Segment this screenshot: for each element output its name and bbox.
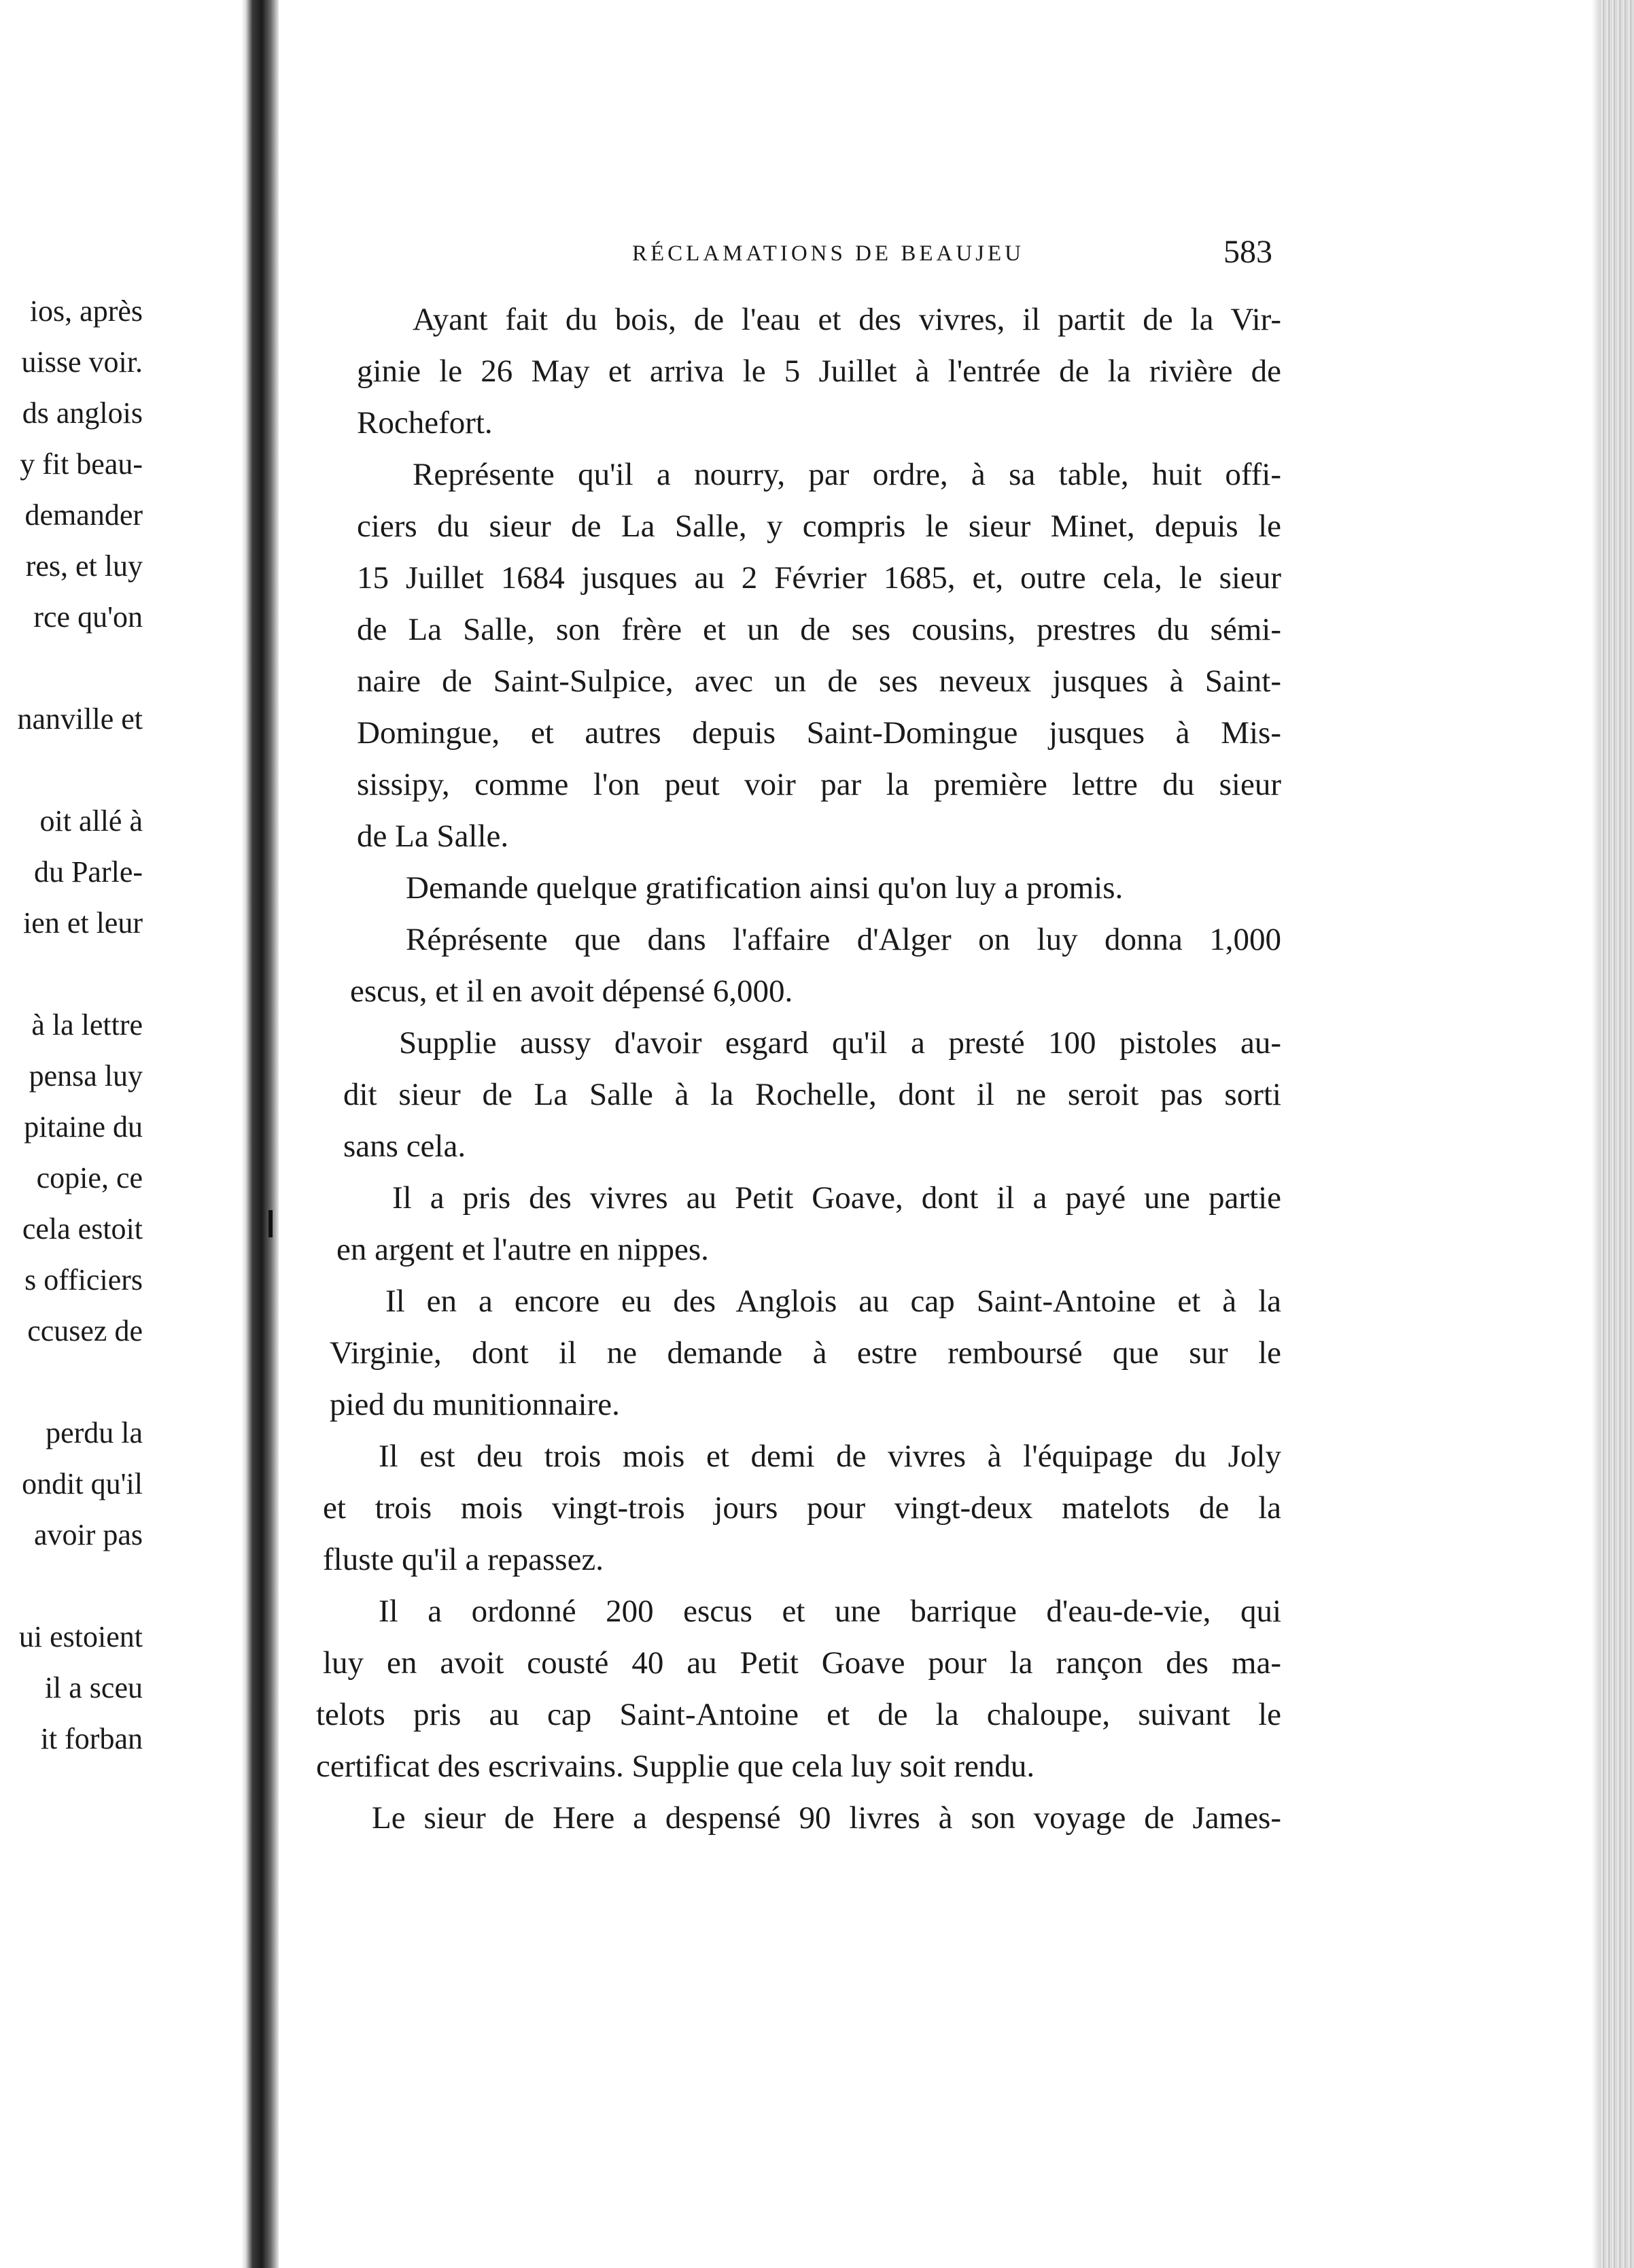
previous-page-line: pitaine du xyxy=(24,1110,143,1144)
text-line: Supplie aussy d'avoir esgard qu'il a presté 100 pistoles au- xyxy=(399,1025,1281,1061)
gutter-mark xyxy=(268,1210,273,1237)
previous-page-line: cela estoit xyxy=(22,1212,143,1245)
text-line: escus, et il en avoit dépensé 6,000. xyxy=(350,974,793,1009)
text-line: certificat des escrivains. Supplie que cela luy soit rendu. xyxy=(316,1749,1035,1784)
previous-page-line: demander xyxy=(24,498,143,532)
text-line: Il a pris des vivres au Petit Goave, dont il a payé une partie xyxy=(392,1180,1281,1216)
previous-page-line: nanville et xyxy=(17,702,143,736)
previous-page-line: ien et leur xyxy=(23,906,143,940)
page-stack-edge xyxy=(1600,0,1634,2268)
previous-page-line: ds anglois xyxy=(22,396,143,430)
text-line: 15 Juillet 1684 jusques au 2 Février 1685, et, outre cela, le sieur xyxy=(357,560,1281,596)
previous-page-line: perdu la xyxy=(46,1416,143,1449)
text-line: Virginie, dont il ne demande à estre remboursé que sur le xyxy=(330,1335,1281,1371)
previous-page-line: pensa luy xyxy=(29,1059,143,1093)
running-head: RÉCLAMATIONS DE BEAUJEU xyxy=(632,241,1024,266)
text-line: et trois mois vingt-trois jours pour vingt-deux matelots de la xyxy=(323,1490,1281,1526)
text-line: dit sieur de La Salle à la Rochelle, dont il ne seroit pas sorti xyxy=(343,1077,1281,1112)
text-line: ciers du sieur de La Salle, y compris le sieur Minet, depuis le xyxy=(357,509,1281,544)
previous-page-line: s officiers xyxy=(24,1263,143,1296)
text-line: Il a ordonné 200 escus et une barrique d'eau-de-vie, qui xyxy=(379,1594,1281,1629)
text-line: Ayant fait du bois, de l'eau et des vivres, il partit de la Vir- xyxy=(413,302,1281,337)
text-line: de La Salle. xyxy=(357,819,509,854)
text-line: Domingue, et autres depuis Saint-Domingue jusques à Mis- xyxy=(357,715,1281,751)
previous-page-line: ui estoient xyxy=(18,1620,143,1653)
text-line: naire de Saint-Sulpice, avec un de ses neveux jusques à Saint- xyxy=(357,664,1281,699)
text-line: pied du munitionnaire. xyxy=(330,1387,620,1422)
book-gutter xyxy=(241,0,279,2268)
previous-page-line: ondit qu'il xyxy=(22,1467,143,1500)
previous-page-line: avoir pas xyxy=(33,1518,143,1551)
page-number: 583 xyxy=(1223,234,1272,270)
previous-page-fragment xyxy=(0,0,238,2268)
previous-page-line: copie, ce xyxy=(36,1161,143,1195)
text-line: de La Salle, son frère et un de ses cousins, prestres du sémi- xyxy=(357,612,1281,647)
previous-page-line: res, et luy xyxy=(25,549,143,583)
text-line: telots pris au cap Saint-Antoine et de la chaloupe, suivant le xyxy=(316,1697,1281,1732)
text-line: sans cela. xyxy=(343,1129,466,1164)
text-line: Il en a encore eu des Anglois au cap Saint-Antoine et à la xyxy=(385,1284,1281,1319)
previous-page-line: y fit beau- xyxy=(20,447,143,481)
previous-page-line: it forban xyxy=(40,1722,143,1755)
text-line: Il est deu trois mois et demi de vivres à l'équipage du Joly xyxy=(379,1439,1281,1474)
text-line: Représente qu'il a nourry, par ordre, à sa table, huit offi- xyxy=(413,457,1281,492)
text-line: luy en avoit cousté 40 au Petit Goave pour la rançon des ma- xyxy=(323,1645,1281,1681)
text-line: Le sieur de Here a despensé 90 livres à son voyage de James- xyxy=(372,1800,1281,1836)
page-edge-shadow xyxy=(1592,0,1600,2268)
text-line: Rochefort. xyxy=(357,405,493,441)
previous-page-line: ccusez de xyxy=(27,1314,143,1347)
previous-page-line: du Parle- xyxy=(33,855,143,889)
previous-page-line: il a sceu xyxy=(44,1671,143,1704)
previous-page-line: rce qu'on xyxy=(33,600,143,634)
text-line: en argent et l'autre en nippes. xyxy=(336,1232,709,1267)
previous-page-line: ios, après xyxy=(29,294,143,328)
page-body-text xyxy=(316,294,1281,1844)
previous-page-line: à la lettre xyxy=(31,1008,143,1042)
text-line: Réprésente que dans l'affaire d'Alger on luy donna 1,000 xyxy=(406,922,1281,957)
text-line: Demande quelque gratification ainsi qu'on luy a promis. xyxy=(406,870,1124,906)
text-line: ginie le 26 May et arriva le 5 Juillet à l'entrée de la rivière de xyxy=(357,354,1281,389)
text-line: fluste qu'il a repassez. xyxy=(323,1542,604,1577)
previous-page-line: uisse voir. xyxy=(21,345,143,379)
previous-page-line: oit allé à xyxy=(39,804,143,838)
text-line: sissipy, comme l'on peut voir par la première lettre du sieur xyxy=(357,767,1281,802)
